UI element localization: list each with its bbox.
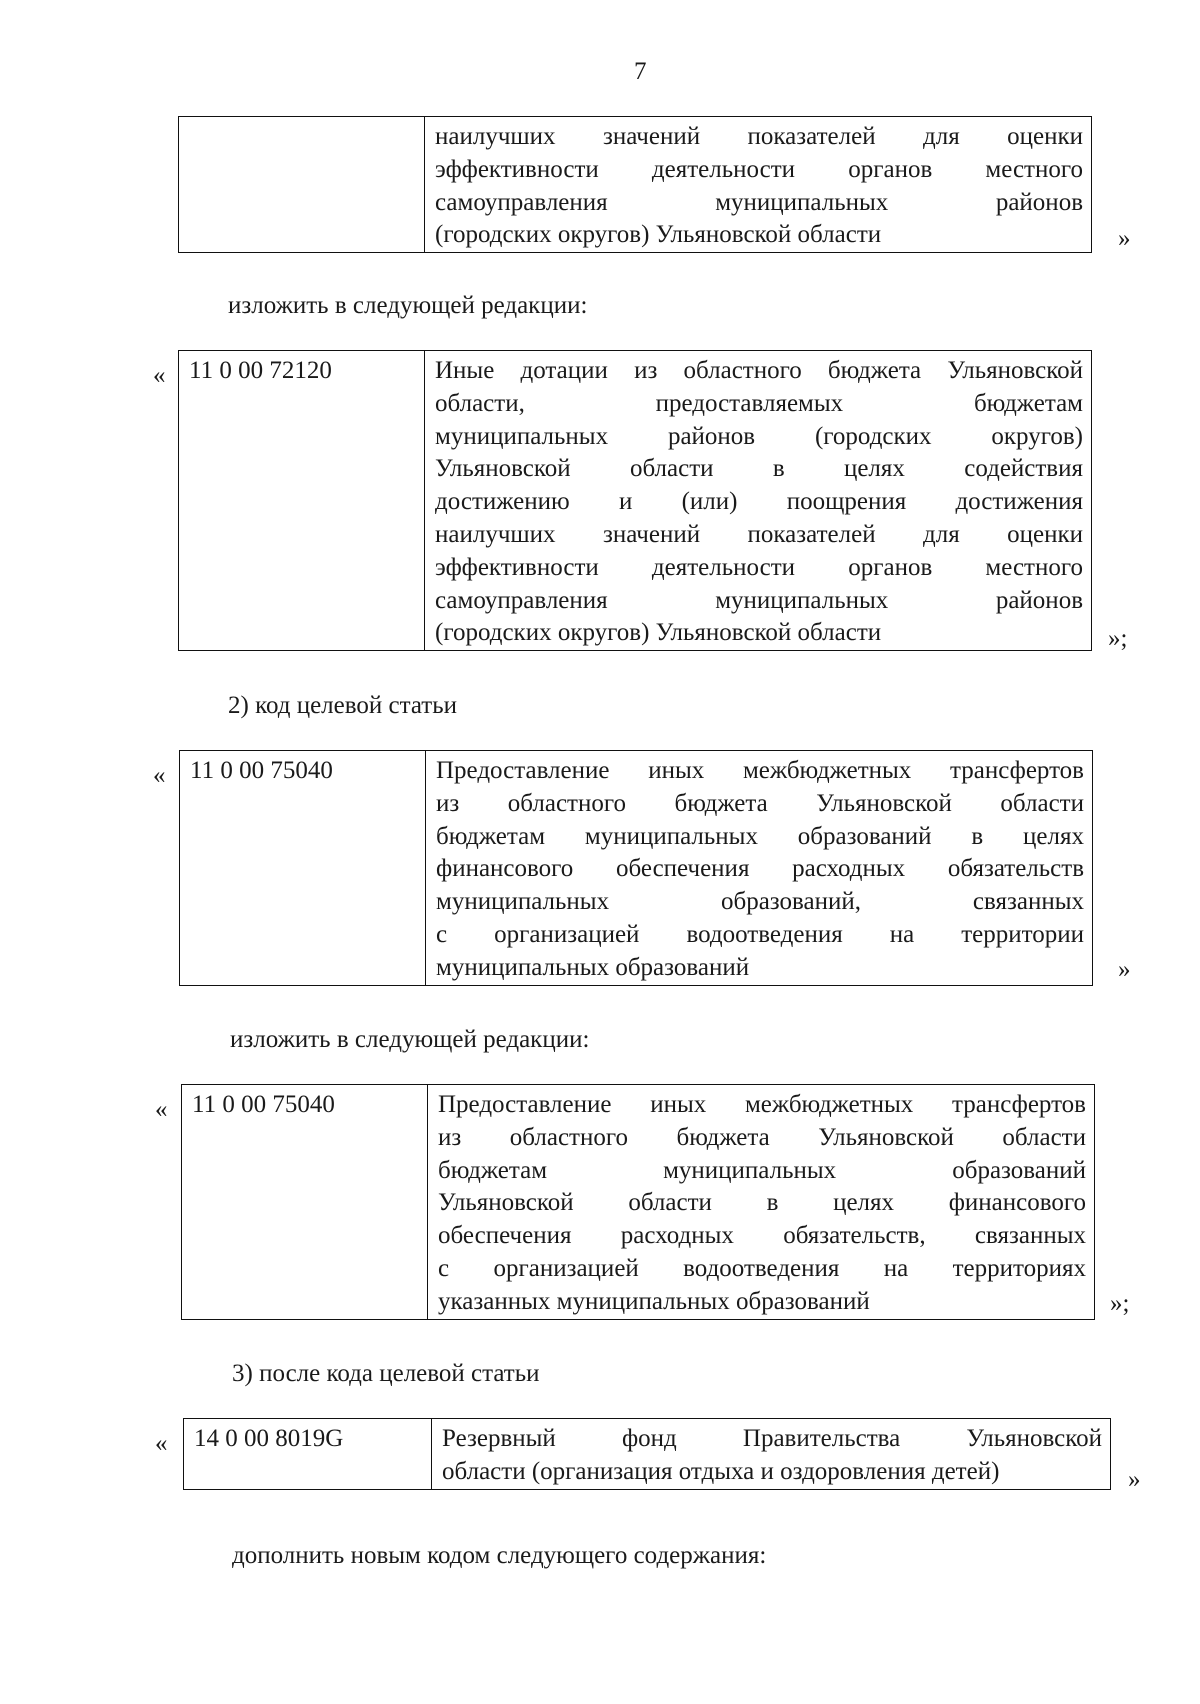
desc-line: Резервный фонд Правительства Ульяновской — [442, 1425, 1102, 1452]
desc-line: Предоставление иных межбюджетных трансфертов — [438, 1091, 1086, 1118]
code-cell: 14 0 00 8019G — [184, 1419, 432, 1490]
page-number: 7 — [634, 58, 647, 85]
code-cell: 11 0 00 75040 — [180, 751, 426, 986]
open-quote: « — [155, 1096, 168, 1123]
desc-line: Предоставление иных межбюджетных трансфертов — [436, 757, 1084, 784]
open-quote: « — [155, 1430, 168, 1457]
instruction-paragraph: изложить в следующей редакции: — [228, 292, 588, 319]
code-cell: 11 0 00 75040 — [182, 1085, 428, 1320]
desc-line: Иные дотации из областного бюджета Ульяновской — [435, 357, 1083, 384]
desc-line: области, предоставляемых бюджетам — [435, 389, 1083, 417]
code-table-1 — [178, 350, 1092, 651]
open-quote: « — [153, 762, 166, 789]
desc-line: самоуправления муниципальных районов — [435, 586, 1083, 614]
desc-line: эффективности деятельности органов местного — [435, 155, 1083, 183]
description-cell — [425, 117, 1092, 253]
description-cell — [426, 751, 1093, 986]
description-cell — [432, 1419, 1111, 1490]
instruction-paragraph: дополнить новым кодом следующего содержания: — [232, 1542, 767, 1569]
desc-line: финансового обеспечения расходных обязательств — [436, 855, 1084, 883]
instruction-paragraph: изложить в следующей редакции: — [230, 1026, 590, 1053]
code-table-4 — [183, 1418, 1111, 1490]
close-quote: » — [1118, 956, 1131, 983]
close-quote: » — [1128, 1466, 1141, 1493]
desc-line: обеспечения расходных обязательств, связанных — [438, 1222, 1086, 1250]
desc-line: области (организация отдыха и оздоровления детей) — [442, 1457, 1000, 1485]
open-quote: « — [153, 362, 166, 389]
desc-line: из областного бюджета Ульяновской области — [436, 789, 1084, 817]
description-cell — [428, 1085, 1095, 1320]
desc-line: Ульяновской области в целях содействия — [435, 455, 1083, 483]
desc-line: с организацией водоотведения на территориях — [438, 1254, 1086, 1282]
item-paragraph: 2) код целевой статьи — [228, 692, 457, 719]
desc-line: (городских округов) Ульяновской области — [435, 619, 882, 647]
code-table-3 — [181, 1084, 1095, 1320]
desc-line: эффективности деятельности органов местного — [435, 553, 1083, 581]
desc-line: (городских округов) Ульяновской области — [435, 221, 882, 249]
desc-line: бюджетам муниципальных образований — [438, 1156, 1086, 1184]
desc-line: муниципальных образований — [436, 953, 750, 981]
desc-line: муниципальных образований, связанных — [436, 888, 1084, 916]
desc-line: самоуправления муниципальных районов — [435, 188, 1083, 216]
code-table-0 — [178, 116, 1092, 253]
desc-line: указанных муниципальных образований — [438, 1287, 870, 1315]
desc-line: Ульяновской области в целях финансового — [438, 1189, 1086, 1217]
desc-line: из областного бюджета Ульяновской области — [438, 1123, 1086, 1151]
close-quote: »; — [1108, 625, 1128, 652]
desc-line: наилучших значений показателей для оценки — [435, 123, 1083, 150]
code-table-2 — [179, 750, 1093, 986]
close-quote: » — [1118, 225, 1131, 252]
desc-line: муниципальных районов (городских округов) — [435, 422, 1083, 450]
item-paragraph: 3) после кода целевой статьи — [232, 1360, 540, 1387]
desc-line: с организацией водоотведения на территории — [436, 920, 1084, 948]
code-cell: 11 0 00 72120 — [179, 351, 425, 651]
code-cell — [179, 117, 425, 253]
desc-line: бюджетам муниципальных образований в целях — [436, 822, 1084, 850]
close-quote: »; — [1110, 1290, 1130, 1317]
desc-line: достижению и (или) поощрения достижения — [435, 488, 1083, 516]
desc-line: наилучших значений показателей для оценки — [435, 520, 1083, 548]
description-cell — [425, 351, 1092, 651]
